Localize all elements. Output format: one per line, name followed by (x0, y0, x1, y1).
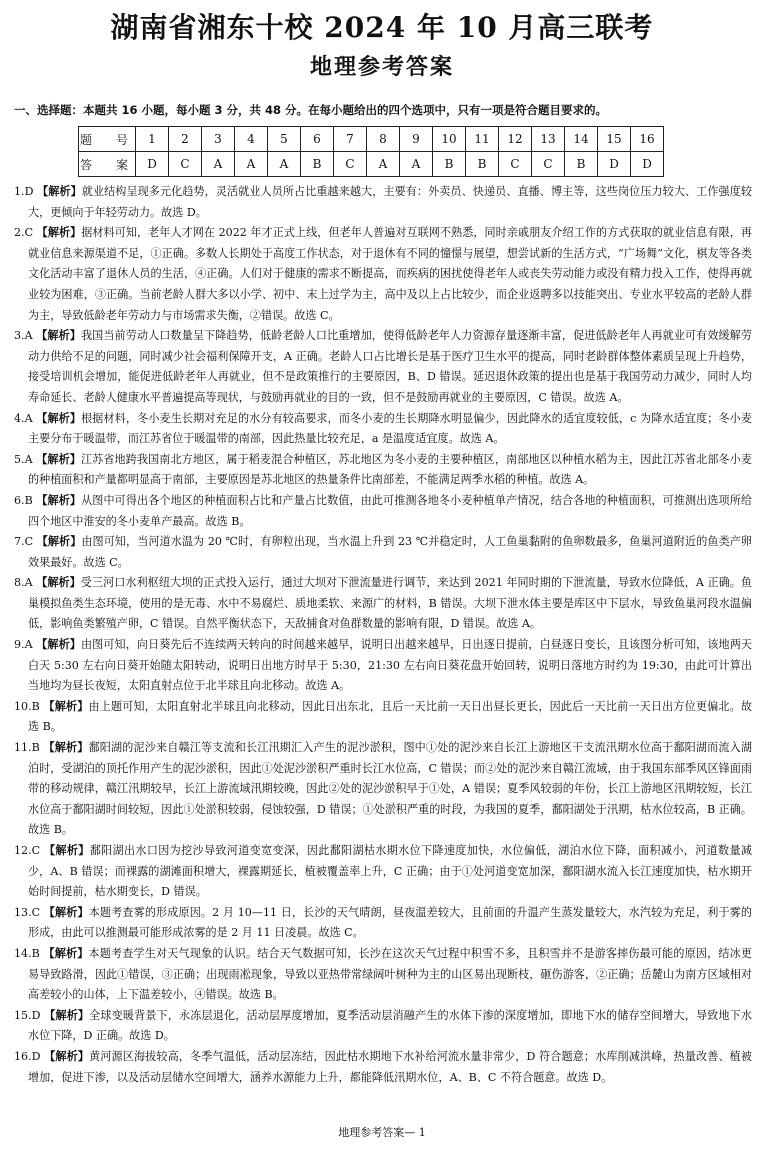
analysis-text: 鄱阳湖出水口因为挖沙导致河道变宽变深，因此鄱阳湖枯水期水位下降速度加快，水位偏低，湖泊水位下降，面积减小，河道数量减少，A、B 错误；而裸露的湖滩面积增大，裸露期延长，植被覆盖率上升，C 正确；由于①处河道变宽加深，鄱阳湖水流入长江速度加快，枯水期开始时间提前，枯水期变长，D 错误。 (28, 844, 752, 899)
analysis-text: 由图可知，向日葵先后不连续两天转向的时间越来越早，说明日出越来越早，日出逐日提前，白昼逐日变长，且该图分析可知，该地两天白天 5:30 左右向日葵开始随太阳转动，说明日出地方时早于 5:30，21:30 左右向日葵花盘开始回转，说明日落地方时约为 19:30，由此可计算出当地均为昼长夜短，太阳直射点位于北半球且向北移动。故选 A。 (28, 638, 752, 693)
answer-cell: B (565, 152, 598, 177)
question-number-cell: 4 (235, 127, 268, 152)
question-number-cell: 9 (400, 127, 433, 152)
question-answer-number: 15.D (14, 1008, 41, 1022)
question-number-cell: 15 (598, 127, 631, 152)
analysis-text: 就业结构呈现多元化趋势，灵活就业人员所占比重越来越大，主要有：外卖员、快递员、直播、博主等，这些岗位压力较大、工作强度较大，更倾向于年轻劳动力。故选 D。 (28, 185, 752, 219)
analysis-tag: 【解析】 (43, 946, 89, 960)
analysis-text: 受三河口水利枢纽大坝的正式投入运行，通过大坝对下泄流量进行调节，来达到 2021 年同时期的下泄流量，导致水位降低，A 正确。鱼巢模拟鱼类生态环境，使用的是无毒、水中不易腐烂、质地柔软、来源广的材料，B 错误。大坝下泄水体主要是库区中下层水，导致鱼巢河段水温偏低，影响鱼类繁殖产卵，C 错误。自然平衡状态下，天敌捕食对鱼群数量的影响有限，D 错误。故选 A。 (28, 576, 752, 631)
question-answer-number: 9.A (14, 638, 33, 652)
question-number-cell: 5 (268, 127, 301, 152)
analysis-tag: 【解析】 (36, 411, 82, 425)
analysis-tag: 【解析】 (43, 905, 89, 919)
analysis-text: 江苏省地跨我国南北方地区，属于稻麦混合种植区，苏北地区为冬小麦的主要种植区，南部地区以种植水稻为主，因此江苏省北部冬小麦的种植面积和产量都明显高于南部，主要原因是苏北地区的热量条件比南部差，不能满足两季水稻的种植。故选 A。 (28, 452, 752, 487)
analysis-tag: 【解析】 (36, 452, 81, 466)
question-answer-number: 7.C (14, 535, 34, 549)
analysis-text: 本题考查雾的形成原因。2 月 10—11 日，长沙的天气晴朗，昼夜温差较大，且前面的升温产生蒸发量较大，水汽较为充足，利于雾的形成，由此可以推测最可能形成浓雾的是 2 月 11 日凌晨。故选 C。 (28, 905, 752, 940)
analysis-text: 我国当前劳动人口数量呈下降趋势，低龄老龄人口比重增加，使得低龄老年人力资源存量逐渐丰富，促进低龄老年人再就业可有效缓解劳动力供给不足的问题，同时减少社会福利保障开支，A 正确。老龄人口占比增长是基于医疗卫生水平的提高，同时老龄群体整体素质呈现上升趋势，接受培训机会增加，能促进低龄老年人再就业，但不是政策推行的主要原因，B、D 错误。延迟退休政策的提出也是基于我国劳动力减少，同时人均寿命延长、老龄人健康水平普遍提高等现状，与鼓励再就业的目的一致，但不是鼓励再就业的主要原因，C 错误。故选 A。 (28, 329, 752, 404)
question-number-cell: 12 (499, 127, 532, 152)
question-answer-number: 8.A (14, 576, 33, 590)
analysis-tag: 【解析】 (36, 226, 82, 240)
question-answer-number: 10.B (14, 699, 40, 713)
question-number-cell: 8 (367, 127, 400, 152)
question-number-cell: 11 (466, 127, 499, 152)
question-number-cell: 2 (169, 127, 202, 152)
question-explanation (14, 573, 752, 635)
answer-row-label: 答 案 (79, 152, 136, 177)
question-answer-number: 3.A (14, 329, 33, 343)
analysis-tag: 【解析】 (36, 493, 82, 507)
page-title: 湖南省湘东十校 2024 年 10 月高三联考 (110, 11, 654, 44)
question-number-cell: 10 (433, 127, 466, 152)
answer-cell: A (367, 152, 400, 177)
answer-cell: A (268, 152, 301, 177)
answer-cell: B (301, 152, 334, 177)
question-explanation (14, 944, 752, 1006)
analysis-tag: 【解析】 (36, 535, 82, 549)
answer-cell: D (598, 152, 631, 177)
answer-cell: D (631, 152, 664, 177)
analysis-tag: 【解析】 (44, 844, 90, 857)
question-explanation (14, 635, 752, 697)
question-explanation (14, 491, 752, 532)
analysis-text: 据材料可知，老年人才网在 2022 年才正式上线，但老年人普遍对互联网不熟悉，同时亲戚朋友介绍工作的方式获取的就业信息有限，再就业信息来源渠道不足，①正确。多数人长期处于高度工作状态，对于退休有不同的憧憬与展望，想尝试新的生活方式，“广场舞”文化，棋友等各类文化活动丰富了退休人员的生活，④正确。人们对于健康的需求不断提高，而疾病的困扰使得老年人或丧失劳动能力或没有精力投入工作，使得再就业较为困难，③正确。当前老龄人群大多以小学、初中、末上过学为主，高中及以上占比较少，而企业返聘多以技能突出、专业水平较高的老龄人群为主，导致低龄老年劳动力与市场需求失衡，②错误。故选 C。 (28, 226, 752, 322)
question-answer-number: 1.D (14, 185, 34, 198)
question-number-cell: 7 (334, 127, 367, 152)
number-row-label: 题 号 (79, 127, 136, 152)
answer-table (78, 126, 664, 177)
question-explanation (14, 182, 752, 223)
answer-row (79, 152, 664, 177)
question-explanation (14, 326, 752, 408)
question-explanation (14, 841, 752, 903)
question-explanations (14, 182, 752, 1088)
analysis-text: 全球变暖背景下，永冻层退化，活动层厚度增加，夏季活动层消融产生的水体下渗的深度增加，即地下水的储存空间增大，导致地下水水位下降，D 正确。故选 D。 (28, 1008, 752, 1043)
analysis-text: 从图中可得出各个地区的种植面积占比和产量占比数值，由此可推测各地冬小麦种植单产情况，结合各地的种植面积，可推测出选项所给四个地区中淮安的冬小麦单产最高。故选 B。 (28, 493, 752, 528)
question-explanation (14, 1047, 752, 1088)
question-answer-number: 13.C (14, 905, 41, 919)
analysis-text: 由上题可知，太阳直射北半球且向北移动，因此日出东北，且后一天比前一天日出昼长更长，因此后一天比前一天日出方位更偏北。故选 B。 (28, 699, 752, 734)
analysis-tag: 【解析】 (36, 329, 81, 343)
page-footer: 地理参考答案— 1 (338, 1126, 426, 1139)
question-explanation (14, 409, 752, 450)
question-explanation (14, 903, 752, 944)
question-answer-number: 5.A (14, 452, 33, 466)
question-explanation (14, 532, 752, 573)
page-subtitle: 地理参考答案 (309, 55, 454, 80)
answer-cell: C (532, 152, 565, 177)
question-explanation (14, 697, 752, 738)
question-explanation (14, 450, 752, 491)
analysis-text: 鄱阳湖的泥沙来自赣江等支流和长江汛期汇入产生的泥沙淤积，图中①处的泥沙来自长江上游地区干支流汛期水位高于鄱阳湖而流入湖泊时，受湖泊的顶托作用产生的泥沙淤积，因此①处泥沙淤积严重时长江水位高，C 错误；而②处的泥沙来自赣江流域，由于我国东部季风区锋面雨带的移动规律，赣江汛期较早，长江上游流域汛期较晚，因此②处的泥沙淤积早于①处，A 错误；夏季风较弱的年份，长江上游地区汛期较短，长江水位高于鄱阳湖时间较短，因此①处淤积较弱，侵蚀较强，D 错误；①处淤积严重的时段，为我国的夏季，鄱阳湖处于汛期，枯水位较高，B 正确。故选 B。 (28, 741, 752, 837)
analysis-text: 根据材料，冬小麦生长期对充足的水分有较高要求，而冬小麦的生长期降水明显偏少，因此降水的适宜度较低，c 为降水适宜度；冬小麦主要分布于暖温带，而江苏省位于暖温带的南部，因此热量比较充足，a 是温度适宜度。故选 A。 (28, 411, 752, 446)
answer-cell: A (400, 152, 433, 177)
question-number-cell: 14 (565, 127, 598, 152)
question-explanation (14, 1006, 752, 1047)
question-number-cell: 1 (136, 127, 169, 152)
question-answer-number: 12.C (14, 844, 41, 857)
question-answer-number: 16.D (14, 1049, 41, 1063)
answer-cell: C (334, 152, 367, 177)
question-number-cell: 6 (301, 127, 334, 152)
analysis-text: 由图可知，当河道水温为 20 ℃时，有卵粒出现，当水温上升到 23 ℃并稳定时，人工鱼巢黏附的鱼卵数最多，鱼巢河道附近的鱼类产卵效果最好。故选 C。 (28, 535, 752, 569)
answer-cell: A (202, 152, 235, 177)
answer-cell: D (136, 152, 169, 177)
question-answer-number: 4.A (14, 411, 33, 425)
analysis-text: 本题考查学生对天气现象的认识。结合天气数据可知，长沙在这次天气过程中积雪不多，且积雪并不是游客摔伤最可能的原因，结冰更易导致路滑，因此①错误，③正确；出现雨凇现象，导致以亚热带常绿阔叶树种为主的山区易出现断枝，砸伤游客，②正确；岳麓山为南方区域相对高差较小的山体，上下温差较小，④错误。故选 B。 (28, 946, 752, 1002)
question-explanation (14, 223, 752, 326)
answer-cell: C (169, 152, 202, 177)
question-answer-number: 14.B (14, 946, 40, 960)
question-number-cell: 16 (631, 127, 664, 152)
question-number-cell: 13 (532, 127, 565, 152)
question-number-cell: 3 (202, 127, 235, 152)
analysis-tag: 【解析】 (44, 1008, 90, 1022)
number-row (79, 127, 664, 152)
analysis-tag: 【解析】 (43, 741, 89, 755)
analysis-text: 黄河源区海拔较高，冬季气温低，活动层冻结，因此枯水期地下水补给河流水量非常少，D 符合题意；水库削减洪峰，热量改善、植被增加，促进下渗，以及活动层储水空间增大，涵养水源能力上升，都能降低汛期水位，A、B、C 不符合题意。故选 D。 (28, 1049, 752, 1084)
question-answer-number: 11.B (14, 741, 40, 755)
question-answer-number: 2.C (14, 226, 34, 240)
analysis-tag: 【解析】 (44, 1049, 90, 1063)
section-heading: 一、选择题：本题共 16 小题，每小题 3 分，共 48 分。在每小题给出的四个选项中，只有一项是符合题目要求的。 (14, 103, 608, 117)
analysis-tag: 【解析】 (36, 576, 81, 590)
analysis-tag: 【解析】 (36, 638, 81, 652)
answer-cell: A (235, 152, 268, 177)
answer-cell: C (499, 152, 532, 177)
question-explanation (14, 738, 752, 841)
answer-cell: B (466, 152, 499, 177)
analysis-tag: 【解析】 (37, 185, 82, 198)
question-answer-number: 6.B (14, 493, 33, 507)
analysis-tag: 【解析】 (43, 699, 89, 713)
answer-cell: B (433, 152, 466, 177)
